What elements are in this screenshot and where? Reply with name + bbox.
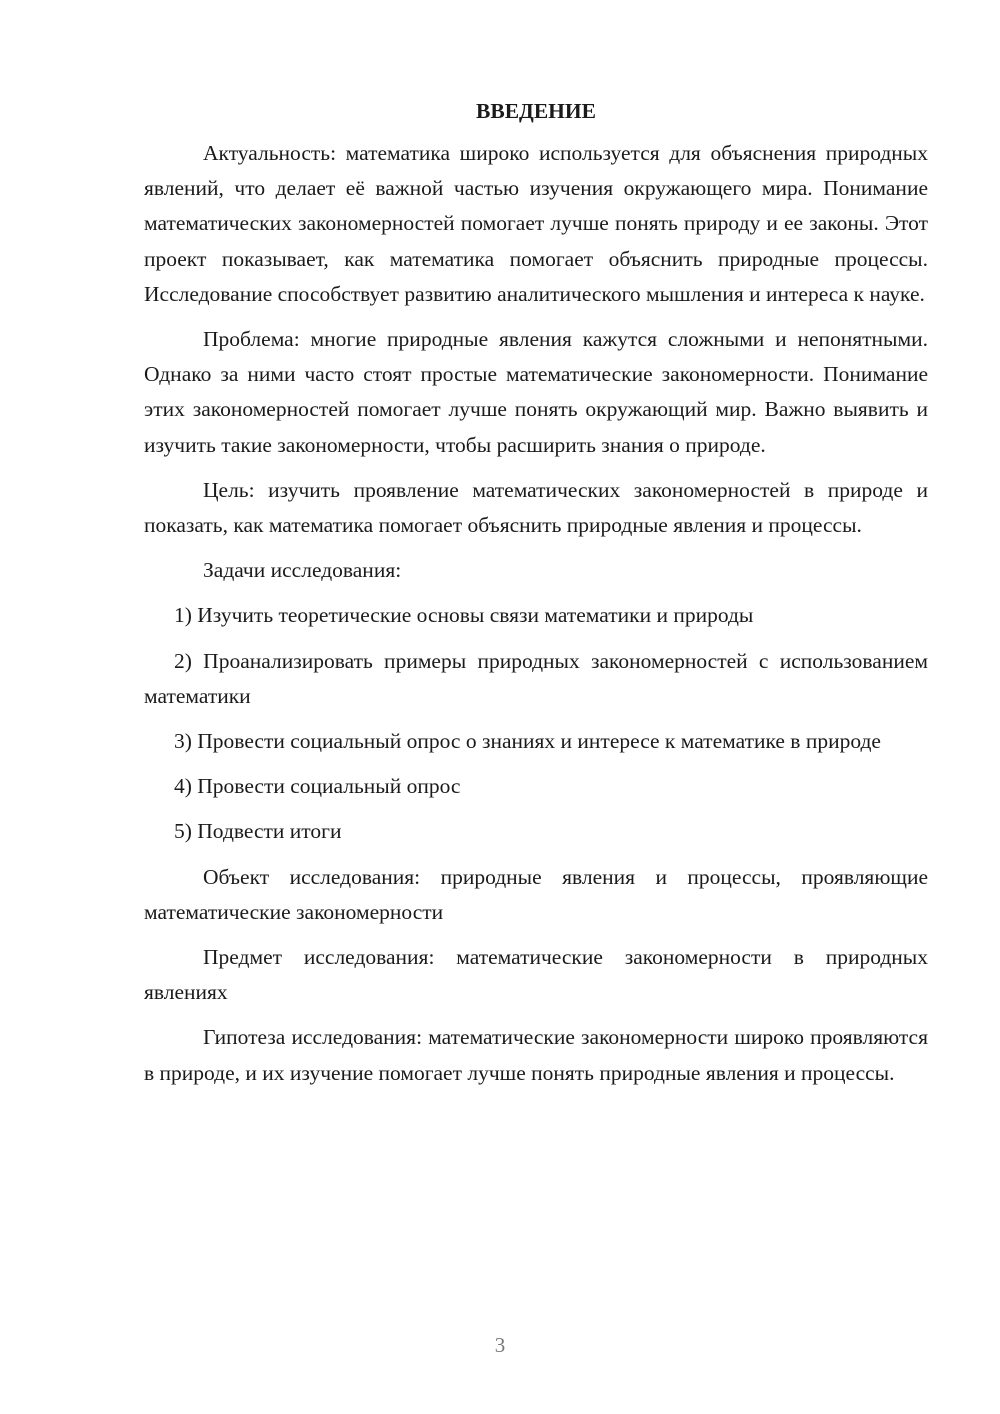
section-title: ВВЕДЕНИЕ [476,99,596,123]
task-item-1: 1) Изучить теоретические основы связи математики и природы [174,603,754,628]
task-item-2: 2) Проанализировать примеры природных закономерностей с использованием математики [144,648,928,708]
task-item-3: 3) Провести социальный опрос о знаниях и интересе к математике в природе [174,729,881,754]
problem-paragraph: Проблема: многие природные явления кажутся сложными и непонятными. Однако за ними часто стоят простые математические закономерности. Понимание этих закономерностей помогает лучше понять окружающий мир. Важно выявить и изучить такие закономерности, чтобы расширить знания о природе. [144,327,928,457]
subject-paragraph: Предмет исследования: математические закономерности в природных явлениях [144,945,928,1005]
relevance-paragraph: Актуальность: математика широко используется для объяснения природных явлений, что делает её важной частью изучения окружающего мира. Понимание математических закономерностей помогает лучше понять природу и ее законы. Этот проект показывает, как математика помогает объяснить природные процессы. Исследование способствует развитию аналитического мышления и интереса к науке. [144,141,928,306]
task-item-4: 4) Провести социальный опрос [174,774,461,799]
task-item-5: 5) Подвести итоги [174,819,342,844]
goal-paragraph: Цель: изучить проявление математических закономерностей в природе и показать, как математика помогает объяснить природные явления и процессы. [144,477,928,538]
page-number: 3 [494,1333,506,1357]
object-paragraph: Объект исследования: природные явления и процессы, проявляющие математические закономерности [144,864,928,924]
page-content [144,95,928,1101]
tasks-heading: Задачи исследования: [203,558,402,583]
hypothesis-paragraph: Гипотеза исследования: математические закономерности широко проявляются в природе, и их изучение помогает лучше понять природные явления и процессы. [144,1025,928,1085]
